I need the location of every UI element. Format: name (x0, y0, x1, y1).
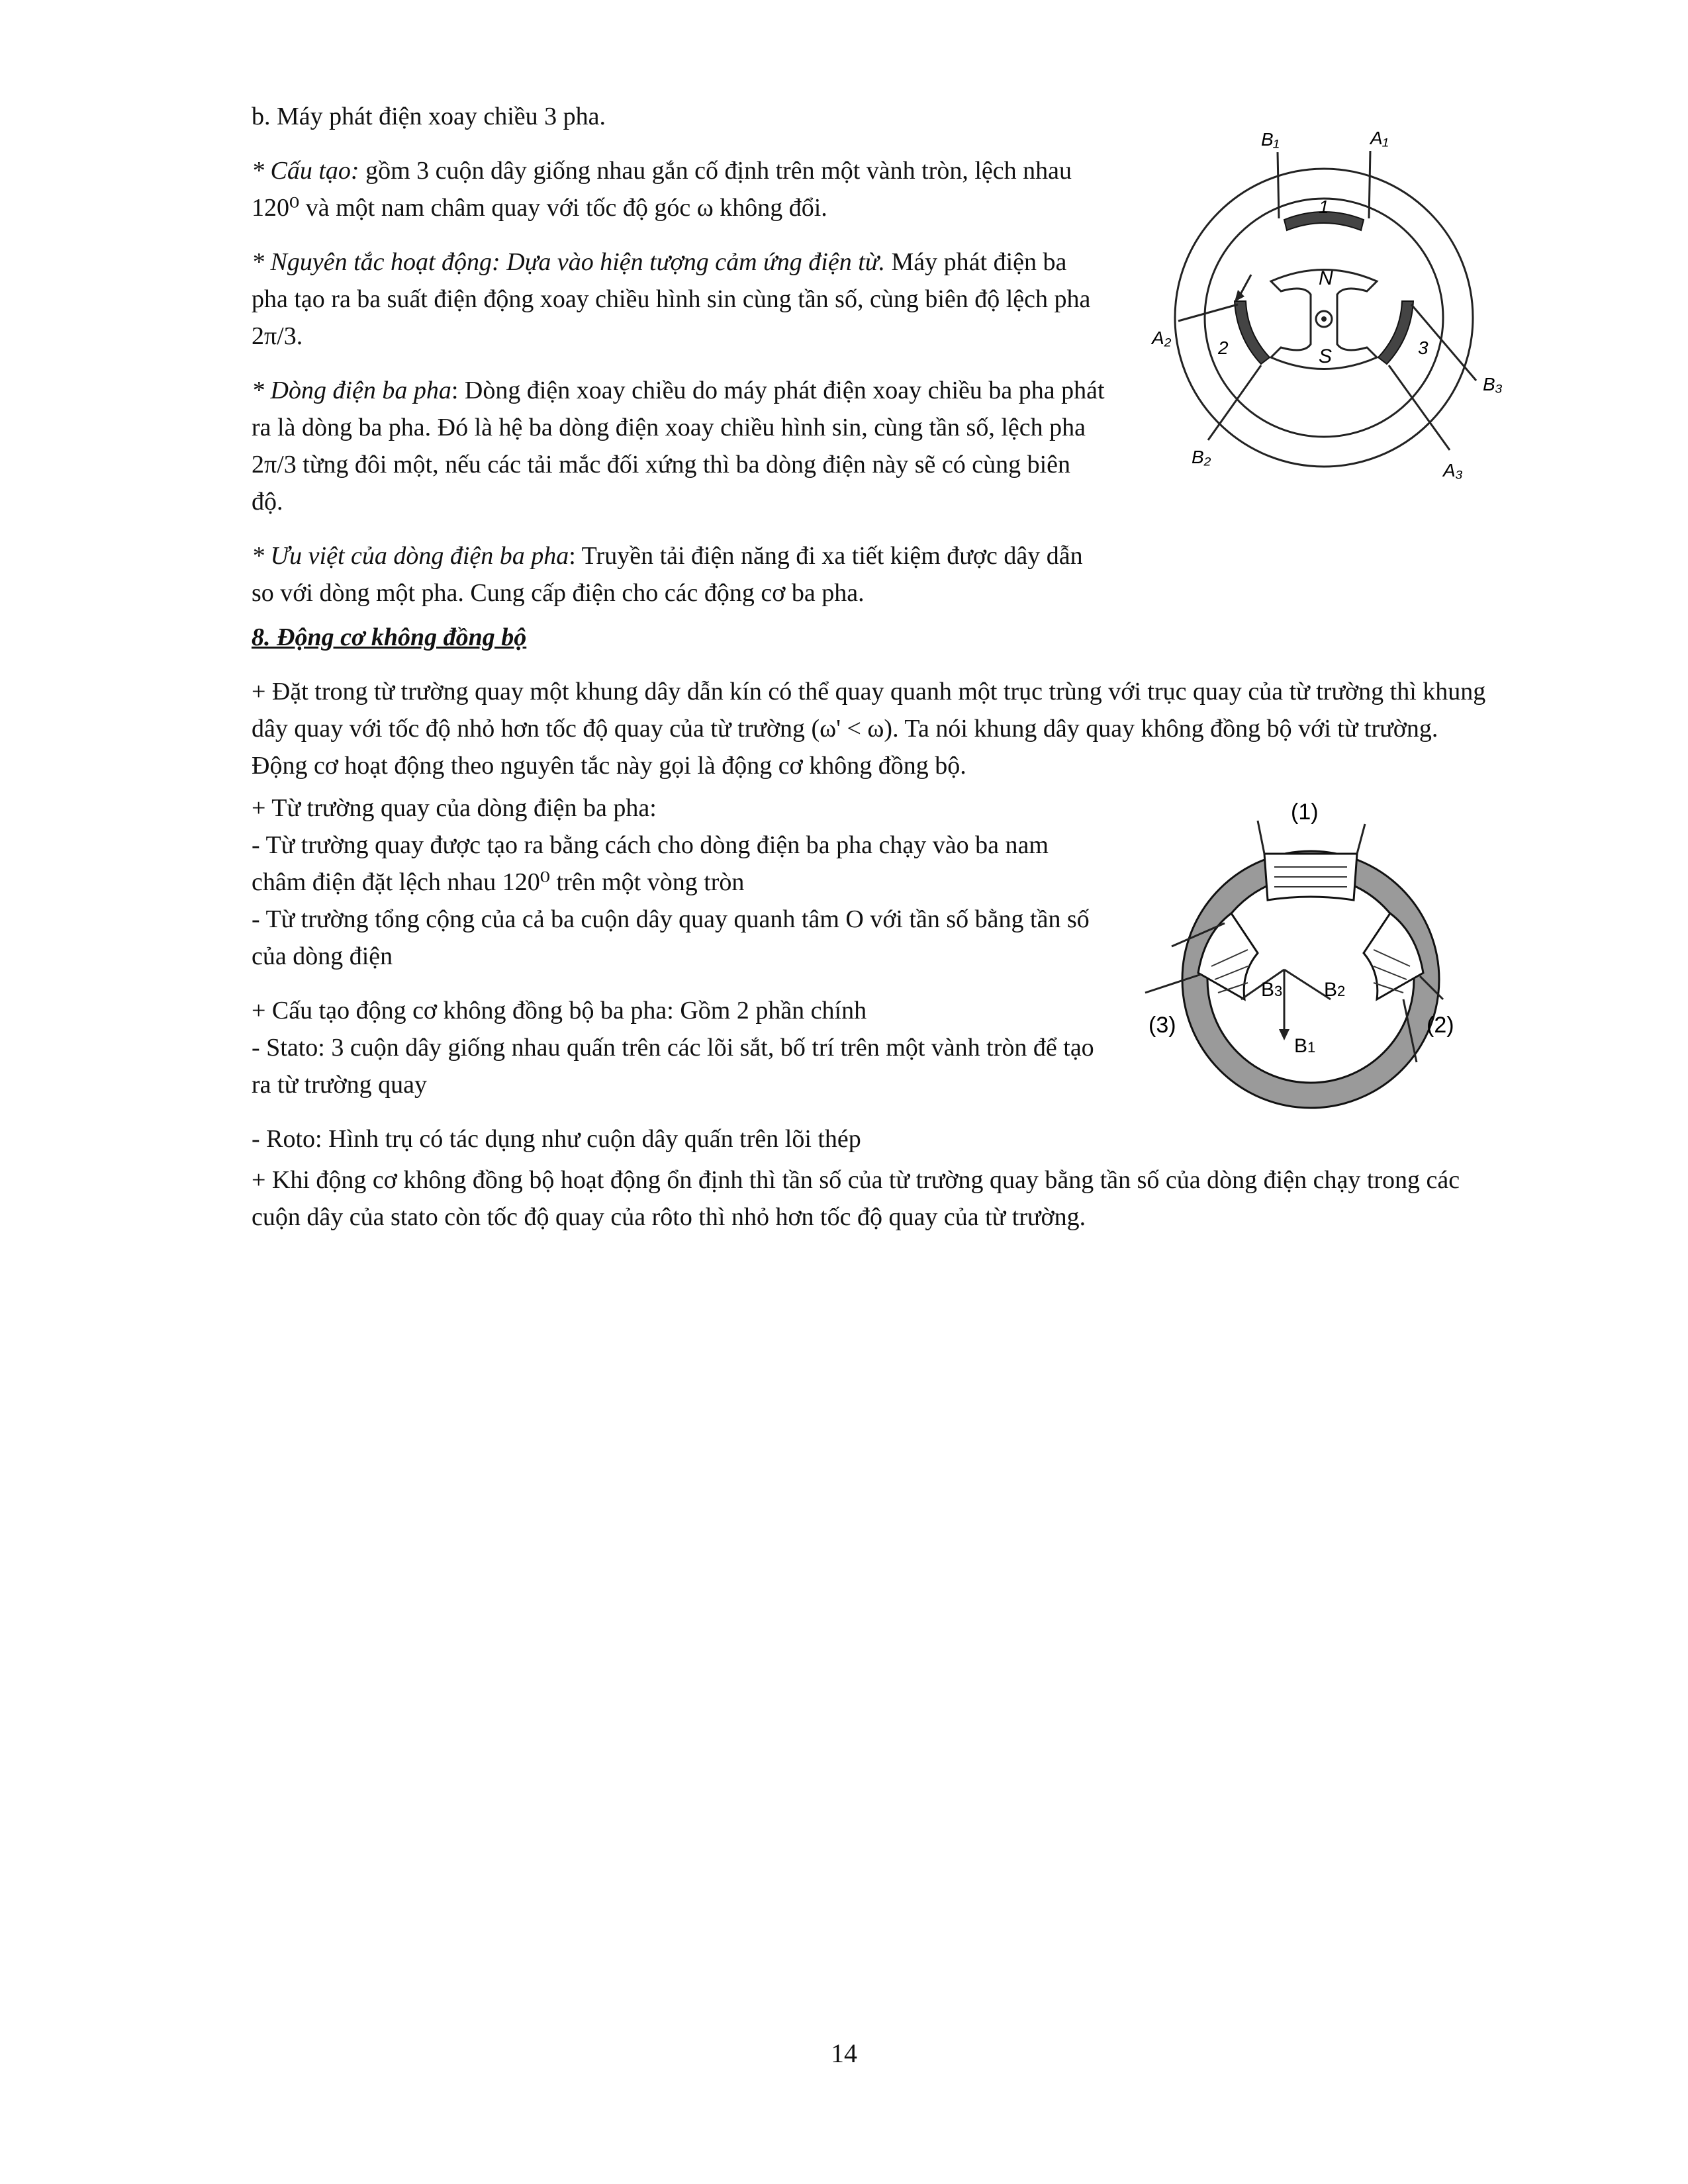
lead-a1 (1369, 151, 1370, 218)
lead-a2 (1178, 304, 1238, 321)
label-vector-b1-letter: B (1294, 1035, 1308, 1057)
cau-tao-text: gồm 3 cuộn dây giống nhau gắn cố định trên một vành tròn, lệch nhau 120⁰ và một nam châm quay với tốc độ góc ω không đổi. (252, 157, 1072, 222)
uu-viet-paragraph (252, 537, 1105, 612)
label-vector-b2-letter: B (1324, 979, 1338, 1001)
label-vector-b2-sub: 2 (1337, 983, 1346, 999)
rotating-field-line-1: + Từ trường quay của dòng điện ba pha: (252, 794, 657, 822)
label-b1: B₁ (1261, 129, 1280, 150)
label-vector-b3 (1261, 979, 1282, 1001)
lead-b2 (1208, 365, 1261, 440)
nguyen-tac-label: * Nguyên tắc hoạt động: (252, 248, 500, 276)
label-b2: B₂ (1192, 447, 1211, 467)
generator-diagram (1125, 126, 1523, 496)
lead-b1 (1278, 152, 1279, 218)
section-b-heading: b. Máy phát điện xoay chiều 3 pha. (252, 103, 606, 130)
structure-line-1: + Cấu tạo động cơ không đồng bộ ba pha: Gồm 2 phần chính (252, 997, 867, 1024)
label-coil-3: 3 (1418, 338, 1429, 358)
rotation-arrowhead-icon (1235, 290, 1244, 302)
vector-b1-arrowhead-icon (1279, 1029, 1289, 1040)
dong-dien-paragraph (252, 372, 1105, 520)
section-b (252, 98, 1105, 629)
label-pole-2: (2) (1427, 1013, 1454, 1038)
cau-tao-paragraph (252, 152, 1105, 226)
label-pole-3: (3) (1149, 1013, 1176, 1038)
dong-dien-text: : Dòng điện xoay chiều do máy phát điện xoay chiều ba pha phát ra là dòng ba pha. Đó là hệ ba dòng điện xoay chiều hình sin, cùng tần số, lệch pha 2π/3 từng đôi một, nếu các tải mắc đối xứng thì ba dòng điện này sẽ có cùng biên độ. (252, 377, 1105, 516)
label-vector-b3-sub: 3 (1274, 983, 1283, 999)
rotating-field-paragraph (252, 790, 1105, 975)
label-vector-b1-sub: 1 (1307, 1039, 1316, 1056)
label-coil-2: 2 (1218, 338, 1229, 358)
section-8-paragraph-1: + Đặt trong từ trường quay một khung dây dẫn kín có thể quay quanh một trục trùng với trục quay của từ trường thì khung dây quay với tốc độ nhỏ hơn tốc độ quay của từ trường (ω' < ω). Ta nói khung dây quay không đồng bộ với từ trường. Động cơ hoạt động theo nguyên tắc này gọi là động cơ không đồng bộ. (252, 678, 1486, 780)
cau-tao-label: * Cấu tạo: (252, 157, 359, 185)
section-8 (252, 619, 1496, 801)
label-n: N (1319, 267, 1333, 289)
structure-line-2: - Stato: 3 cuộn dây giống nhau quấn trên các lõi sắt, bố trí trên một vành tròn để tạo ra từ trường quay (252, 1034, 1094, 1099)
label-a1: A₁ (1370, 128, 1389, 148)
label-a3: A₃ (1443, 460, 1463, 480)
section-8-final (252, 1161, 1496, 1253)
stator-diagram (1125, 801, 1496, 1125)
coil-2 (1235, 301, 1270, 364)
label-pole-1: (1) (1291, 801, 1319, 825)
section-8-left-column (252, 790, 1105, 1175)
nguyen-tac-text: Dựa vào hiện tượng cảm ứng điện từ. (500, 248, 885, 276)
nguyen-tac-paragraph (252, 244, 1105, 355)
rotating-field-line-3: - Từ trường tổng cộng của cả ba cuộn dây quay quanh tâm O với tần số bằng tần số của dòng điện (252, 905, 1090, 970)
nguyen-tac-rest: Máy phát điện ba pha tạo ra ba suất điện động xoay chiều hình sin cùng tần số, cùng biên độ lệch pha 2π/3. (252, 248, 1091, 350)
lead-1-right (1357, 824, 1365, 854)
label-a2: A₂ (1152, 328, 1172, 348)
rotor-axis-dot (1321, 316, 1327, 322)
uu-viet-text: : Truyền tải điện năng đi xa tiết kiệm được dây dẫn so với dòng một pha. Cung cấp điện cho các động cơ ba pha. (252, 542, 1083, 607)
structure-paragraph (252, 992, 1105, 1103)
lead-1-left (1258, 821, 1264, 854)
rotor-paragraph: - Roto: Hình trụ có tác dụng như cuộn dây quấn trên lõi thép (252, 1125, 861, 1153)
label-b3: B₃ (1483, 374, 1503, 394)
label-vector-b3-letter: B (1261, 979, 1275, 1001)
lead-a3 (1389, 365, 1450, 450)
label-vector-b2 (1324, 979, 1345, 1001)
label-coil-1: 1 (1319, 197, 1329, 217)
uu-viet-label: * Ưu việt của dòng điện ba pha (252, 542, 569, 570)
dong-dien-label: * Dòng điện ba pha (252, 377, 451, 404)
section-8-paragraph-5: + Khi động cơ không đồng bộ hoạt động ổn định thì tần số của từ trường quay bằng tần số của dòng điện chạy trong các cuộn dây của stato còn tốc độ quay của rôto thì nhỏ hơn tốc độ quay của từ trường. (252, 1166, 1460, 1231)
page-number: 14 (831, 2038, 857, 2068)
section-8-title: 8. Động cơ không đồng bộ (252, 623, 527, 651)
label-vector-b1 (1294, 1035, 1315, 1057)
coil-3 (1378, 301, 1413, 364)
label-s: S (1319, 345, 1333, 367)
rotating-field-line-2: - Từ trường quay được tạo ra bằng cách cho dòng điện ba pha chạy vào ba nam châm điện đặt lệch nhau 120⁰ trên một vòng tròn (252, 831, 1049, 896)
